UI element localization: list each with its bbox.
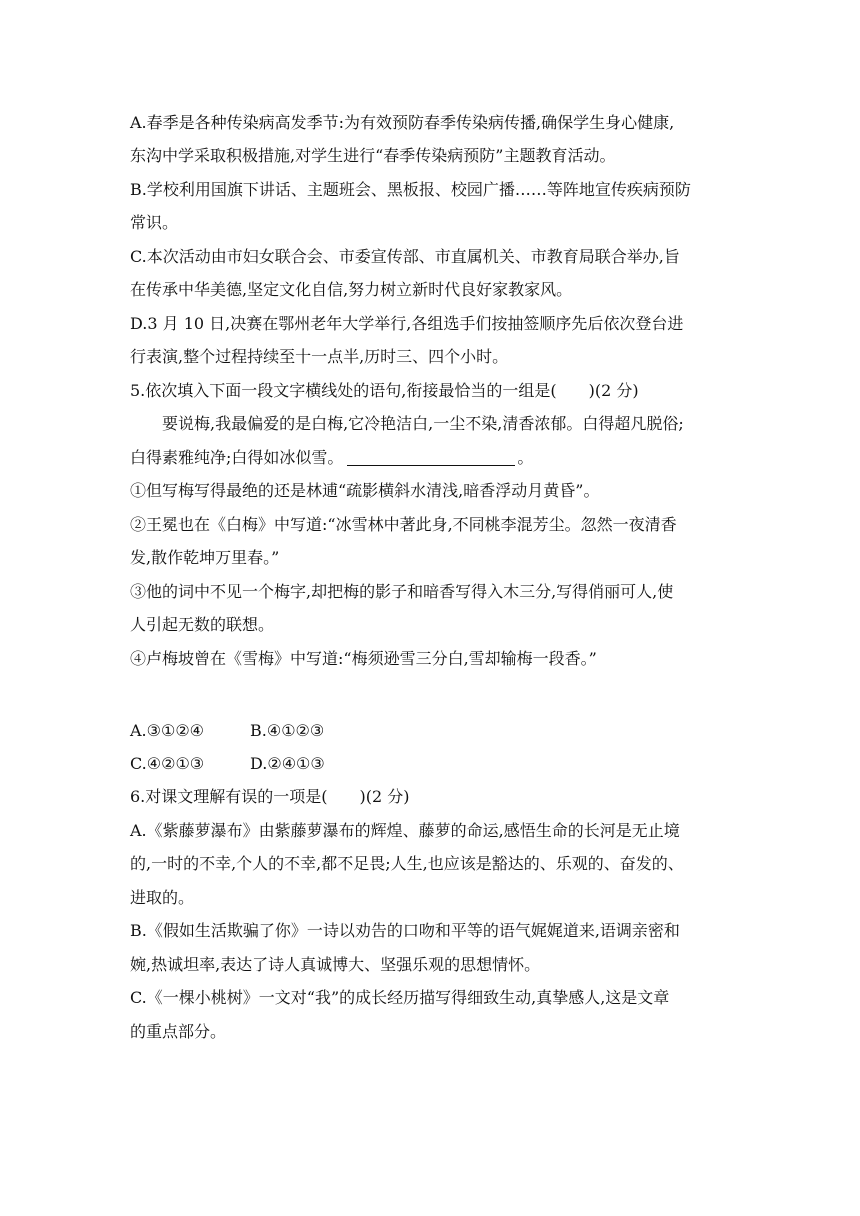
q5-option-b: B.④①②③ [250, 721, 325, 740]
q5-sentence-3-line1: ③他的词中不见一个梅字,却把梅的影子和暗香写得入木三分,写得俏丽可人,使 [130, 582, 674, 601]
q6-option-c-line1: C.《一棵小桃树》一文对“我”的成长经历描写得细致生动,真挚感人,这是文章 [130, 988, 670, 1007]
q6-option-a-line1: A.《紫藤萝瀑布》由紫藤萝瀑布的辉煌、藤萝的命运,感悟生命的长河是无止境 [130, 821, 680, 840]
q4-option-c-line1: C.本次活动由市妇女联合会、市委宣传部、市直属机关、市教育局联合举办,旨 [130, 247, 680, 266]
q4-option-a-line1: A.春季是各种传染病高发季节:为有效预防春季传染病传播,确保学生身心健康, [130, 113, 675, 132]
q5-sentence-2-line2: 发,散作乾坤万里春。” [130, 548, 280, 567]
q5-passage-line1: 要说梅,我最偏爱的是白梅,它冷艳洁白,一尘不染,清香浓郁。白得超凡脱俗; [162, 414, 684, 433]
q5-option-d: D.②④①③ [250, 754, 325, 773]
q5-stem: 5.依次填入下面一段文字横线处的语句,衔接最恰当的一组是( )(2 分) [130, 381, 639, 400]
q6-option-b-line1: B.《假如生活欺骗了你》一诗以劝告的口吻和平等的语气娓娓道来,语调亲密和 [130, 921, 680, 940]
q5-option-a: A.③①②④ [130, 721, 205, 740]
q6-option-b-line2: 婉,热诚坦率,表达了诗人真诚博大、坚强乐观的思想情怀。 [130, 955, 541, 974]
q6-option-a-line2: 的,一时的不幸,个人的不幸,都不足畏;人生,也应该是豁达的、乐观的、奋发的、 [130, 854, 684, 873]
q5-sentence-4: ④卢梅坡曾在《雪梅》中写道:“梅须逊雪三分白,雪却输梅一段香。” [130, 649, 597, 668]
q4-option-d-line2: 行表演,整个过程持续至十一点半,历时三、四个小时。 [130, 347, 509, 366]
q6-option-a-line3: 进取的。 [130, 888, 195, 907]
q4-option-d-line1: D.3 月 10 日,决赛在鄂州老年大学举行,各组选手们按抽签顺序先后依次登台进 [130, 314, 684, 333]
q5-sentence-1: ①但写梅写得最绝的还是林逋“疏影横斜水清浅,暗香浮动月黄昏”。 [130, 481, 600, 500]
q4-option-c-line2: 在传承中华美德,坚定文化自信,努力树立新时代良好家教家风。 [130, 280, 573, 299]
q6-option-c-line2: 的重点部分。 [130, 1022, 227, 1041]
q4-option-b-line1: B.学校利用国旗下讲话、主题班会、黑板报、校园广播……等阵地宣传疾病预防 [130, 180, 691, 199]
q5-passage-line2 [130, 448, 533, 468]
q5-option-c: C.④②①③ [130, 754, 205, 773]
q5-passage-end: 。 [517, 448, 534, 467]
fill-in-blank [347, 449, 515, 466]
q4-option-b-line2: 常识。 [130, 213, 179, 232]
q5-options-row2 [130, 754, 430, 774]
q5-passage-text: 白得素雅纯净;白得如冰似雪。 [130, 448, 344, 467]
q5-options-row1 [130, 721, 430, 741]
q5-sentence-2-line1: ②王冕也在《白梅》中写道:“冰雪林中著此身,不同桃李混芳尘。忽然一夜清香 [130, 515, 677, 534]
q4-option-a-line2: 东沟中学采取积极措施,对学生进行“春季传染病预防”主题教育活动。 [130, 146, 616, 165]
q6-stem: 6.对课文理解有误的一项是( )(2 分) [130, 787, 410, 806]
q5-sentence-3-line2: 人引起无数的联想。 [130, 615, 275, 634]
